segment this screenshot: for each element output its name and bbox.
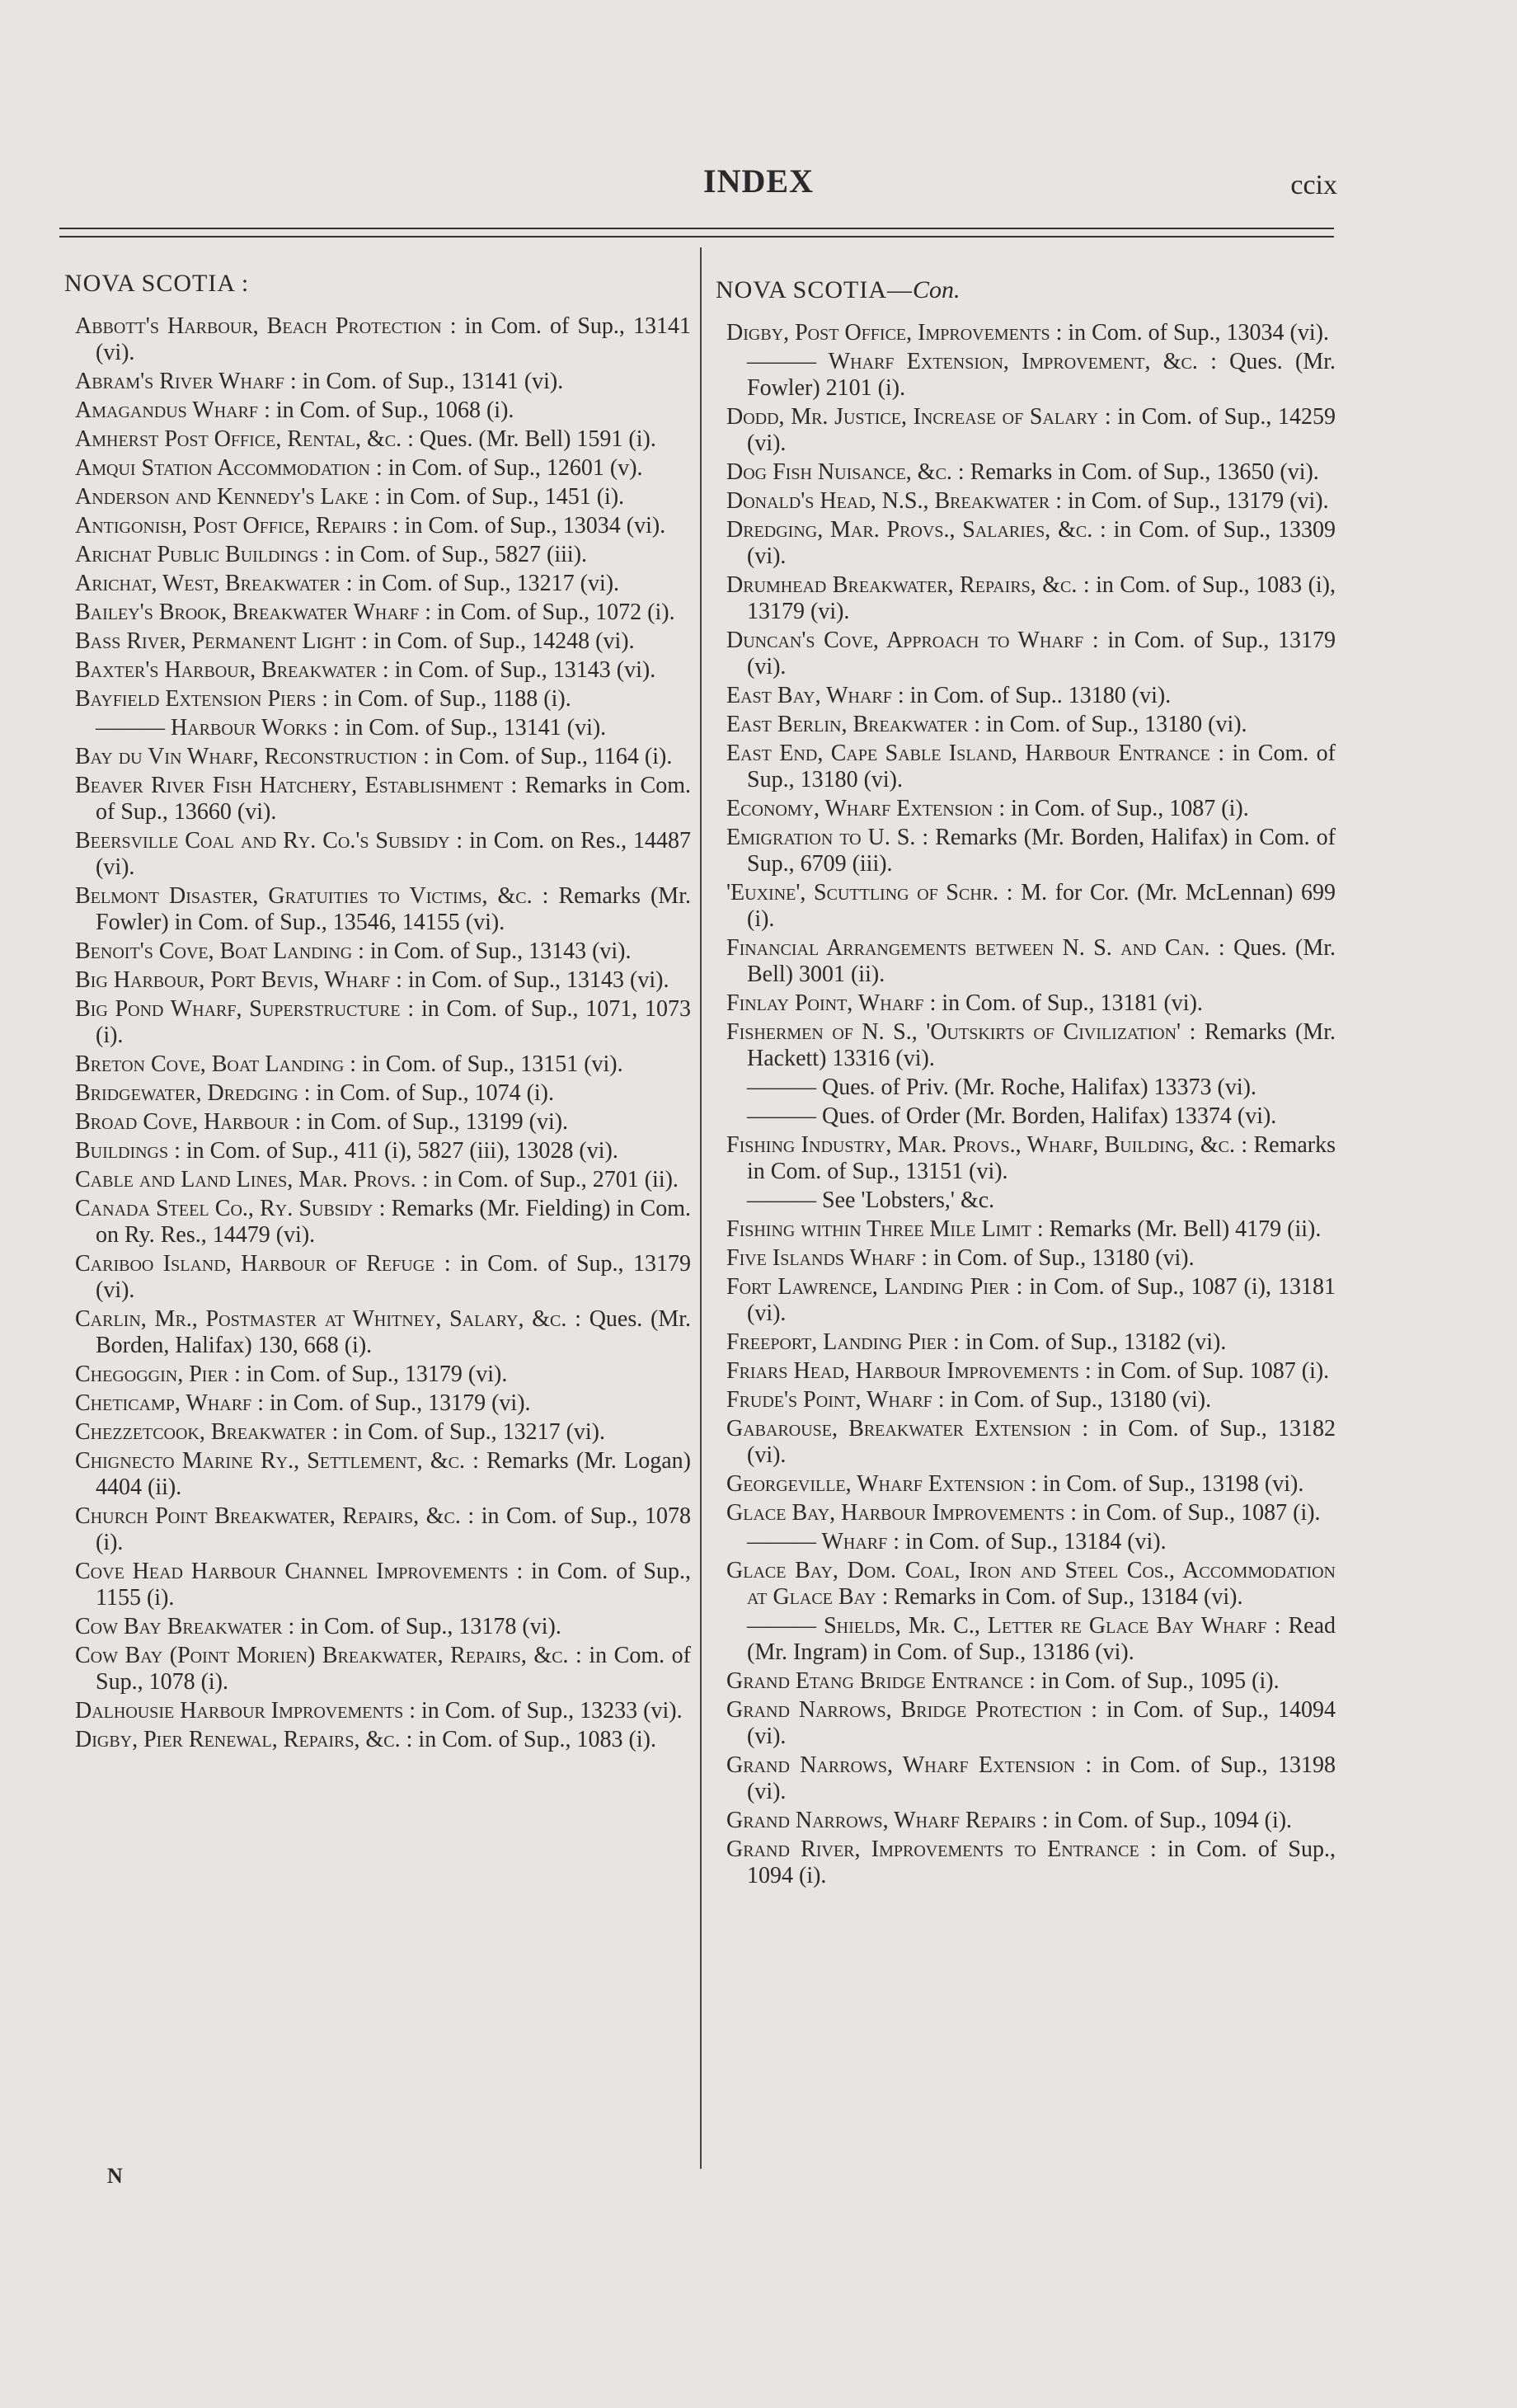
entry-heading: Amagandus Wharf	[75, 397, 259, 423]
entry-heading: Buildings	[75, 1138, 169, 1164]
index-entry	[716, 404, 1336, 457]
entry-reference: : in Com. of Sup., 1155 (i).	[96, 1559, 691, 1611]
entry-heading: Abbott's Harbour, Beach Protection	[75, 313, 442, 339]
entry-reference: : in Com. of Sup., 13143 (vi).	[352, 938, 632, 964]
index-entry	[64, 600, 691, 626]
entry-reference: : in Com. of Sup., 1094 (i).	[1036, 1808, 1293, 1833]
entry-reference: : Remarks in Com. of Sup., 13184 (vi).	[876, 1584, 1243, 1610]
entry-reference: : in Com. of Sup., 1095 (i).	[1023, 1668, 1280, 1694]
entry-reference: : Ques. (Mr. Fowler) 2101 (i).	[747, 349, 1336, 401]
index-entry	[716, 796, 1336, 822]
index-entry	[64, 1196, 691, 1249]
index-entry	[716, 880, 1336, 933]
index-entry	[64, 967, 691, 994]
entry-heading: Chignecto Marine Ry., Settlement, &c.	[75, 1448, 465, 1474]
entry-reference: : in Com. of Sup., 13141 (vi).	[326, 715, 607, 741]
entry-reference: : M. for Cor. (Mr. McLennan) 699 (i).	[747, 880, 1336, 932]
entry-reference: : in Com. on Res., 14487 (vi).	[96, 828, 691, 880]
entry-heading: Bridgewater, Dredging	[75, 1080, 298, 1106]
index-entry	[64, 628, 691, 655]
entry-heading: Friars Head, Harbour Improvements	[726, 1358, 1079, 1384]
index-entry	[64, 996, 691, 1049]
index-entry	[716, 1019, 1336, 1072]
entry-reference: : in Com. of Sup., 14094 (vi).	[747, 1697, 1336, 1749]
index-entry	[64, 828, 691, 881]
index-entry	[716, 1132, 1336, 1185]
entry-heading: Belmont Disaster, Gratuities to Victims, &c.	[75, 883, 533, 909]
entry-heading: Carlin, Mr., Postmaster at Whitney, Salary, &c.	[75, 1306, 567, 1332]
entry-reference: : Remarks (Mr. Logan) 4404 (ii).	[96, 1448, 691, 1500]
entry-reference: : in Com. of Sup., 13180 (vi).	[915, 1245, 1195, 1271]
entry-reference: : Remarks in Com. of Sup., 13151 (vi).	[747, 1132, 1336, 1184]
entry-heading: Finlay Point, Wharf	[726, 990, 924, 1016]
section-heading-text: NOVA SCOTIA—	[716, 276, 913, 303]
entry-heading: Digby, Post Office, Improvements	[726, 320, 1050, 346]
entry-reference: : Read (Mr. Ingram) in Com. of Sup., 13186 (vi).	[747, 1613, 1336, 1665]
header-rule-bottom	[59, 236, 1334, 238]
entry-heading: ——— Shields, Mr. C., Letter re Glace Bay Wharf	[747, 1613, 1267, 1639]
entry-reference: : in Com. of Sup., 5827 (iii).	[318, 542, 588, 567]
index-entry	[64, 686, 691, 713]
entry-reference: : in Com. of Sup., 12601 (v).	[369, 455, 643, 481]
index-entry	[716, 1245, 1336, 1272]
index-entry	[716, 1558, 1336, 1611]
index-entry	[64, 1698, 691, 1724]
entry-reference: : in Com. of Sup., 1164 (i).	[417, 744, 673, 769]
index-entry	[716, 741, 1336, 793]
index-entry	[716, 990, 1336, 1017]
index-entry	[716, 1471, 1336, 1498]
entry-reference: : in Com. of Sup., 13143 (vi).	[390, 967, 669, 993]
index-entry	[64, 657, 691, 684]
entry-heading: Dog Fish Nuisance, &c.	[726, 459, 952, 485]
entry-reference: : in Com. of Sup., 1083 (i), 13179 (vi).	[747, 572, 1336, 624]
entry-heading: Bailey's Brook, Breakwater Wharf	[75, 600, 420, 625]
header-rule-top	[59, 228, 1334, 229]
entry-reference: : in Com. of Sup., 411 (i), 5827 (iii), 13028 (vi).	[168, 1138, 618, 1164]
page-title: INDEX	[703, 162, 814, 200]
entry-reference: : in Com. of Sup., 2701 (ii).	[416, 1167, 679, 1192]
entry-reference: : in Com. of Sup., 14259 (vi).	[747, 404, 1336, 456]
section-heading-continued	[716, 277, 1336, 303]
entry-heading: Digby, Pier Renewal, Repairs, &c.	[75, 1727, 401, 1752]
entry-reference: : in Com. of Sup., 1068 (i).	[258, 397, 514, 423]
index-entry	[64, 1448, 691, 1501]
column-divider	[700, 247, 702, 2169]
entry-reference: : in Com. of Sup., 13179 (vi).	[747, 628, 1336, 680]
entry-heading: East End, Cape Sable Island, Harbour Entrance	[726, 741, 1210, 766]
index-entry	[716, 517, 1336, 570]
entry-heading: Bayfield Extension Piers	[75, 686, 317, 712]
entry-heading: Antigonish, Post Office, Repairs	[75, 513, 387, 539]
index-entry	[716, 320, 1336, 346]
entry-heading: ———	[747, 1103, 816, 1129]
entry-heading: Fort Lawrence, Landing Pier	[726, 1274, 1010, 1300]
index-entry	[716, 825, 1336, 877]
entry-reference: : in Com. of Sup., 1083 (i).	[400, 1727, 656, 1752]
entry-reference: : in Com. of Sup., 1094 (i).	[747, 1837, 1336, 1888]
entry-heading: Cable and Land Lines, Mar. Provs.	[75, 1167, 416, 1192]
right-column	[716, 277, 1336, 1892]
index-entry	[64, 513, 691, 539]
entry-reference: : in Com. of Sup., 1087 (i), 13181 (vi).	[747, 1274, 1336, 1326]
index-entry	[64, 542, 691, 568]
index-entry	[64, 1138, 691, 1164]
index-entry	[64, 455, 691, 482]
entry-reference: : in Com. of Sup., 1078 (i).	[96, 1503, 691, 1555]
entry-reference: : in Com. of Sup., 1087 (i).	[1064, 1500, 1321, 1526]
entry-heading: 'Euxine', Scuttling of Schr.	[726, 880, 999, 905]
entry-heading: Economy, Wharf Extension	[726, 796, 993, 821]
entry-heading: Dalhousie Harbour Improvements	[75, 1698, 404, 1724]
entry-reference: : in Com. of Sup., 1074 (i).	[298, 1080, 554, 1106]
entry-heading: Cheticamp, Wharf	[75, 1390, 252, 1416]
entry-reference: : in Com. of Sup., 13179 (vi).	[228, 1362, 508, 1387]
entry-heading: Abram's River Wharf	[75, 369, 284, 394]
index-entry	[64, 1614, 691, 1640]
index-entry	[716, 712, 1336, 738]
entry-reference: : in Com. of Sup., 13217 (vi).	[326, 1419, 605, 1445]
entry-heading: Baxter's Harbour, Breakwater	[75, 657, 377, 683]
entry-heading: Dodd, Mr. Justice, Increase of Salary	[726, 404, 1099, 430]
index-entry	[716, 628, 1336, 680]
index-entry	[64, 1306, 691, 1359]
entry-reference: : Ques. (Mr. Bell) 3001 (ii).	[747, 935, 1336, 987]
index-entry	[716, 1274, 1336, 1327]
entry-heading: Dredging, Mar. Provs., Salaries, &c.	[726, 517, 1093, 543]
entry-reference: : in Com. of Sup., 1072 (i).	[419, 600, 675, 625]
index-entry	[64, 1167, 691, 1193]
entry-reference: : in Com. of Sup., 13198 (vi).	[747, 1752, 1336, 1804]
index-entry	[64, 484, 691, 510]
entry-reference: : in Com. of Sup., 13034 (vi).	[1050, 320, 1329, 346]
index-entry	[716, 1416, 1336, 1469]
entry-reference: : Remarks (Mr. Borden, Halifax) in Com. of Sup., 6709 (iii).	[747, 825, 1336, 877]
entry-heading: Bay du Vin Wharf, Reconstruction	[75, 744, 418, 769]
entry-heading: Emigration to U. S.	[726, 825, 916, 850]
entry-reference: : Remarks (Mr. Bell) 4179 (ii).	[1031, 1216, 1322, 1242]
index-entry	[716, 1529, 1336, 1555]
index-entry	[716, 1613, 1336, 1666]
index-entry	[716, 1837, 1336, 1889]
index-entry	[716, 488, 1336, 515]
entry-reference: : in Com. of Sup., 13179 (vi).	[96, 1251, 691, 1303]
entry-reference: : Remarks in Com. of Sup., 13650 (vi).	[951, 459, 1319, 485]
entry-heading: Donald's Head, N.S., Breakwater	[726, 488, 1050, 514]
index-entry	[64, 883, 691, 936]
page-number: ccix	[1290, 170, 1337, 200]
index-entry	[716, 1103, 1336, 1130]
entry-heading: Duncan's Cove, Approach to Wharf	[726, 628, 1084, 653]
index-entry	[716, 683, 1336, 709]
entry-heading: Amherst Post Office, Rental, &c.	[75, 426, 402, 452]
left-entry-list	[64, 313, 691, 1753]
index-entry	[716, 1808, 1336, 1834]
entry-heading: ———	[747, 1188, 816, 1213]
entry-heading: Georgeville, Wharf Extension	[726, 1471, 1025, 1497]
entry-heading: Broad Cove, Harbour	[75, 1109, 289, 1135]
entry-heading: Canada Steel Co., Ry. Subsidy	[75, 1196, 373, 1221]
entry-reference: : in Com. of Sup., 13233 (vi).	[403, 1698, 683, 1724]
entry-reference: : in Com. of Sup., 13179 (vi).	[1050, 488, 1329, 514]
entry-reference: : in Com. of Sup., 13182 (vi).	[947, 1329, 1227, 1355]
entry-heading: Chegoggin, Pier	[75, 1362, 229, 1387]
index-entry	[64, 1390, 691, 1417]
entry-reference: : in Com. of Sup., 13143 (vi).	[376, 657, 656, 683]
entry-heading: Chezzetcook, Breakwater	[75, 1419, 326, 1445]
entry-heading: ———	[747, 1075, 816, 1100]
entry-heading: Cariboo Island, Harbour of Refuge	[75, 1251, 435, 1277]
index-entry	[64, 369, 691, 395]
entry-reference: : in Com. of Sup., 13181 (vi).	[923, 990, 1203, 1016]
entry-heading: Anderson and Kennedy's Lake	[75, 484, 369, 510]
index-entry	[716, 1188, 1336, 1214]
entry-reference: : in Com. of Sup., 13180 (vi).	[968, 712, 1247, 737]
entry-reference: Ques. of Priv. (Mr. Roche, Halifax) 13373 (vi).	[816, 1075, 1256, 1100]
index-entry	[716, 935, 1336, 988]
entry-heading: Gabarouse, Breakwater Extension	[726, 1416, 1072, 1442]
entry-reference: : in Com. of Sup., 13180 (vi).	[932, 1387, 1212, 1413]
entry-heading: Freeport, Landing Pier	[726, 1329, 948, 1355]
entry-reference: : Remarks (Mr. Hackett) 13316 (vi).	[747, 1019, 1336, 1071]
index-entry	[716, 1697, 1336, 1750]
right-entry-list	[716, 320, 1336, 1889]
index-entry	[64, 715, 691, 741]
entry-heading: Grand River, Improvements to Entrance	[726, 1837, 1139, 1862]
signature-mark: N	[107, 2164, 123, 2188]
index-entry	[716, 349, 1336, 402]
entry-reference: : in Com. of Sup., 13217 (vi).	[340, 571, 620, 596]
entry-heading: Financial Arrangements between N. S. and Can.	[726, 935, 1210, 961]
index-entry	[716, 1668, 1336, 1695]
entry-heading: Glace Bay, Harbour Improvements	[726, 1500, 1065, 1526]
entry-reference: : in Com. of Sup., 1071, 1073 (i).	[96, 996, 691, 1048]
entry-heading: Fishing within Three Mile Limit	[726, 1216, 1031, 1242]
entry-heading: Grand Narrows, Wharf Extension	[726, 1752, 1076, 1778]
entry-reference: : in Com. of Sup., 13034 (vi).	[386, 513, 666, 539]
entry-heading: East Berlin, Breakwater	[726, 712, 969, 737]
entry-reference: : in Com. of Sup., 13141 (vi).	[96, 313, 691, 365]
index-entry	[716, 1500, 1336, 1526]
entry-reference: : in Com. of Sup., 13178 (vi).	[282, 1614, 561, 1639]
index-entry	[716, 1075, 1336, 1101]
entry-reference: : Remarks in Com. of Sup., 13660 (vi).	[96, 773, 692, 825]
entry-reference: : Ques. (Mr. Borden, Halifax) 130, 668 (i).	[96, 1306, 692, 1358]
entry-reference: See 'Lobsters,' &c.	[816, 1188, 995, 1213]
entry-heading: Five Islands Wharf	[726, 1245, 916, 1271]
index-entry	[64, 744, 691, 770]
entry-reference: : in Com. of Sup., 13179 (vi).	[251, 1390, 531, 1416]
entry-reference: : in Com. of Sup., 1188 (i).	[316, 686, 571, 712]
entry-reference: : in Com. of Sup., 13151 (vi).	[344, 1051, 623, 1077]
index-entry	[64, 1051, 691, 1078]
entry-reference: : in Com. of Sup., 14248 (vi).	[355, 628, 635, 654]
entry-heading: ——— Harbour Works	[96, 715, 327, 741]
section-heading-con: Con.	[912, 276, 960, 303]
index-entry	[716, 1358, 1336, 1385]
entry-heading: Frude's Point, Wharf	[726, 1387, 932, 1413]
index-entry	[64, 1559, 691, 1611]
entry-heading: Church Point Breakwater, Repairs, &c.	[75, 1503, 461, 1529]
entry-heading: Arichat, West, Breakwater	[75, 571, 341, 596]
index-entry	[716, 1752, 1336, 1805]
entry-reference: : in Com. of Sup., 13141 (vi).	[284, 369, 564, 394]
index-entry	[716, 1329, 1336, 1356]
entry-heading: ——— Wharf Extension, Improvement, &c.	[747, 349, 1198, 374]
entry-heading: Grand Narrows, Wharf Repairs	[726, 1808, 1036, 1833]
entry-heading: Beaver River Fish Hatchery, Establishment	[75, 773, 504, 798]
index-entry	[64, 1251, 691, 1304]
entry-heading: Amqui Station Accommodation	[75, 455, 370, 481]
entry-heading: Bass River, Permanent Light	[75, 628, 356, 654]
entry-heading: Big Harbour, Port Bevis, Wharf	[75, 967, 391, 993]
index-entry	[64, 1080, 691, 1107]
entry-reference: : in Com. of Sup.. 13180 (vi).	[891, 683, 1172, 708]
entry-heading: East Bay, Wharf	[726, 683, 892, 708]
entry-reference: : in Com. of Sup., 13309 (vi).	[747, 517, 1336, 569]
entry-reference: : in Com. of Sup., 1078 (i).	[96, 1643, 691, 1695]
entry-heading: Fishermen of N. S., 'Outskirts of Civilization'	[726, 1019, 1181, 1045]
entry-heading: Big Pond Wharf, Superstructure	[75, 996, 401, 1022]
entry-heading: Benoit's Cove, Boat Landing	[75, 938, 353, 964]
entry-reference: Ques. of Order (Mr. Borden, Halifax) 13374 (vi).	[816, 1103, 1277, 1129]
entry-reference: : in Com. of Sup. 1087 (i).	[1078, 1358, 1330, 1384]
entry-heading: Cow Bay (Point Morien) Breakwater, Repairs, &c.	[75, 1643, 569, 1668]
index-entry	[64, 1727, 691, 1753]
index-entry	[64, 938, 691, 965]
entry-heading: Grand Narrows, Bridge Protection	[726, 1697, 1083, 1723]
entry-heading: Beersville Coal and Ry. Co.'s Subsidy	[75, 828, 450, 854]
index-entry	[64, 1503, 691, 1556]
section-heading: NOVA SCOTIA :	[64, 270, 250, 297]
entry-reference: : in Com. of Sup., 13199 (vi).	[289, 1109, 569, 1135]
entry-heading: Drumhead Breakwater, Repairs, &c.	[726, 572, 1078, 598]
index-entry	[64, 426, 691, 453]
index-entry	[716, 459, 1336, 486]
entry-reference: : in Com. of Sup., 13180 (vi).	[747, 741, 1336, 792]
entry-reference: : Remarks (Mr. Fielding) in Com. on Ry. Res., 14479 (vi).	[96, 1196, 691, 1248]
entry-reference: : in Com. of Sup., 13198 (vi).	[1025, 1471, 1304, 1497]
entry-reference: : in Com. of Sup., 13184 (vi).	[887, 1529, 1167, 1554]
index-entry	[64, 1419, 691, 1446]
entry-reference: : in Com. of Sup., 1451 (i).	[368, 484, 625, 510]
left-column	[64, 270, 691, 1756]
index-entry	[64, 571, 691, 597]
index-entry	[64, 773, 691, 825]
index-entry	[64, 1362, 691, 1388]
index-entry	[716, 1387, 1336, 1413]
index-entry	[64, 1109, 691, 1136]
entry-reference: : Remarks (Mr. Fowler) in Com. of Sup., 13546, 14155 (vi).	[96, 883, 691, 935]
entry-heading: Breton Cove, Boat Landing	[75, 1051, 345, 1077]
entry-heading: Fishing Industry, Mar. Provs., Wharf, Building, &c.	[726, 1132, 1236, 1158]
entry-heading: Cove Head Harbour Channel Improvements	[75, 1559, 509, 1584]
entry-reference: : Ques. (Mr. Bell) 1591 (i).	[402, 426, 656, 452]
index-entry	[64, 397, 691, 424]
entry-heading: Grand Etang Bridge Entrance	[726, 1668, 1024, 1694]
index-entry	[64, 313, 691, 366]
index-entry	[716, 1216, 1336, 1243]
entry-reference: : in Com. of Sup., 13182 (vi).	[747, 1416, 1336, 1468]
entry-reference: : in Com. of Sup., 1087 (i).	[993, 796, 1249, 821]
index-entry	[716, 572, 1336, 625]
entry-heading: ——— Wharf	[747, 1529, 888, 1554]
entry-heading: Arichat Public Buildings	[75, 542, 319, 567]
index-entry	[64, 1643, 691, 1695]
entry-heading: Glace Bay, Dom. Coal, Iron and Steel Cos., Accommodation at Glace Bay	[726, 1558, 1336, 1610]
entry-heading: Cow Bay Breakwater	[75, 1614, 283, 1639]
